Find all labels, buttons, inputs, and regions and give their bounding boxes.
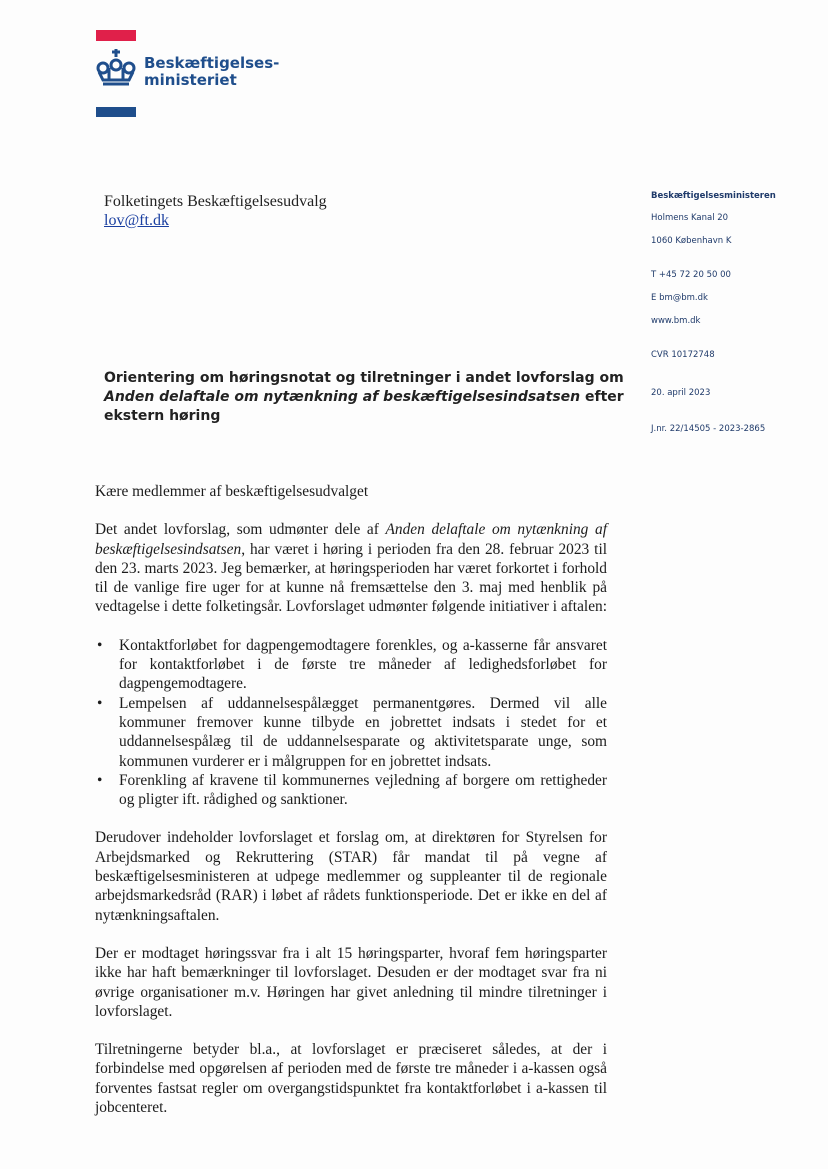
journal-number: J.nr. 22/14505 - 2023-2865 [651, 424, 766, 434]
sender-web: www.bm.dk [651, 316, 701, 326]
logo-line-1: Beskæftigelses- [144, 54, 280, 72]
sender-cvr: CVR 10172748 [651, 350, 715, 360]
list-item-text: Lempelsen af uddannelsespålægget permanentgøres. Dermed vil alle kommuner fremover kunne tilbyde en jobrettet indsats i stedet for et uddannelsespålæg til de uddannelsesparate og aktivitetsparate unge, som kommunen vurderer er i målgruppen for en jobrettet indsats. [119, 694, 607, 770]
list-item-text: Forenkling af kravene til kommunernes vejledning af borgere om rettigheder og pligter ift. rådighed og sanktioner. [119, 771, 607, 809]
logo-line-2: ministeriet [144, 71, 237, 89]
bullet-icon: • [97, 694, 103, 712]
subject-italic: Anden delaftale om nytænkning af beskæftigelsesindsatsen [104, 389, 581, 405]
subject-part-1: Orientering om høringsnotat og tilretninger i andet lovforslag om [104, 370, 624, 386]
recipient-name: Folketingets Beskæftigelsesudvalg [104, 193, 327, 210]
sender-phone: T +45 72 20 50 00 [651, 270, 731, 280]
bullet-icon: • [97, 636, 103, 654]
paragraph-1-start: Det andet lovforslag, som udmønter dele af [95, 521, 386, 539]
crown-icon [95, 48, 137, 86]
initiative-list [95, 636, 607, 810]
bullet-icon: • [97, 771, 103, 789]
sender-city: 1060 København K [651, 236, 732, 246]
letter-subject [104, 369, 624, 426]
letter-date: 20. april 2023 [651, 388, 711, 398]
list-item-text: Kontaktforløbet for dagpengemodtagere forenkles, og a-kasserne får ansvaret for kontaktforløbet i de første tre måneder af ledighedsforløbet for dagpengemodtagere. [119, 636, 607, 693]
paragraph-1-italic: Anden delaftale om nytænkning af beskæftigelsesindsatsen [95, 521, 607, 558]
greeting: Kære medlemmer af beskæftigelsesudvalget [95, 483, 369, 500]
paragraph-3: Der er modtaget høringssvar fra i alt 15 høringsparter, hvoraf fem høringsparter ikke har haft bemærkninger til lovforslaget. Desuden er der modtaget svar fra ni øvrige organisationer m.v. Høringen har givet anledning til mindre tilretninger i lovforslaget. [95, 944, 607, 1020]
recipient-email-link[interactable]: lov@ft.dk [104, 212, 169, 229]
paragraph-1-end: , har været i høring i perioden fra den 28. februar 2023 til den 23. marts 2023. Jeg bemærker, at høringsperioden har været forkortet i forhold til de vanlige fire uger for at kunne nå fremsættelse den 3. maj med henblik på vedtagelse i dette folketingsår. Lovforslaget udmønter følgende initiativer i aftalen: [95, 540, 607, 616]
sender-org: Beskæftigelsesministeren [651, 191, 776, 201]
list-item [97, 694, 607, 771]
logo-red-bar [96, 30, 136, 41]
subject-part-2: efter ekstern høring [104, 389, 624, 424]
list-item [97, 636, 607, 694]
list-item [97, 771, 607, 810]
paragraph-2: Derudover indeholder lovforslaget et forslag om, at direktøren for Styrelsen for Arbejdsmarked og Rekruttering (STAR) får mandat til på vegne af beskæftigelsesministeren at udpege medlemmer og suppleanter til de regionale arbejdsmarkedsråd (RAR) i løbet af rådets funktionsperiode. Det er ikke en del af nytænkningsaftalen. [95, 829, 607, 924]
paragraph-1 [95, 520, 607, 616]
paragraph-4: Tilretningerne betyder bl.a., at lovforslaget er præciseret således, at der i forbindelse med opgørelsen af perioden med de første tre måneder i a-kassen også forventes fastsat regler om overgangstidspunktet fra kontaktforløbet i a-kassen til jobcenteret. [95, 1041, 607, 1117]
sender-email: E bm@bm.dk [651, 293, 708, 303]
ministry-logo-text [144, 55, 279, 89]
logo-blue-bar [96, 107, 136, 117]
recipient-block [104, 192, 327, 230]
letter-body [95, 482, 607, 1136]
sender-street: Holmens Kanal 20 [651, 213, 729, 223]
